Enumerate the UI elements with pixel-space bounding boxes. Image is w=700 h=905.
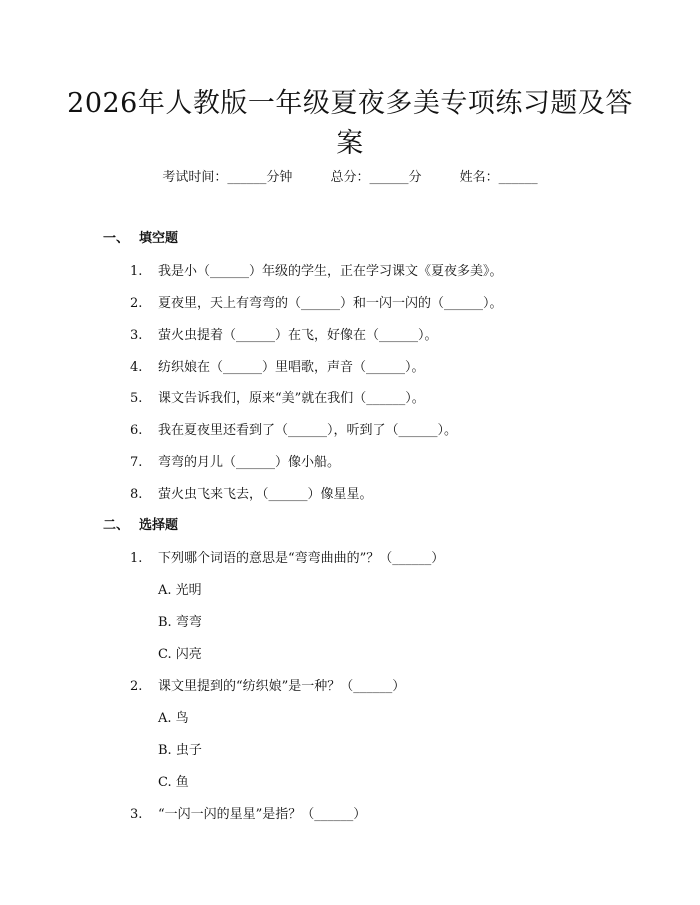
document-title: 2026年人教版一年级夏夜多美专项练习题及答案: [67, 88, 633, 159]
exam-time-field: 考试时间：______分钟: [162, 170, 293, 185]
exam-info-line: [0, 168, 700, 188]
question-text: 我在夏夜里还看到了（______），听到了（______）。: [158, 423, 458, 438]
answer-option: B. 弯弯: [158, 615, 202, 630]
question-number: 2.: [130, 296, 143, 311]
question-item: [130, 805, 366, 825]
question-number: 3.: [130, 807, 143, 822]
question-item: [130, 262, 503, 282]
question-number: 8.: [130, 487, 143, 502]
section-title: 选择题: [139, 518, 179, 533]
section-heading-fill-in: [103, 229, 178, 249]
question-item: [130, 421, 457, 441]
question-text: 弯弯的月儿（______）像小船。: [158, 455, 341, 470]
question-item: [130, 485, 373, 505]
section-number: 一、: [103, 231, 130, 246]
question-item: [130, 677, 405, 697]
section-title: 填空题: [139, 231, 179, 246]
question-number: 3.: [130, 328, 143, 343]
question-number: 6.: [130, 423, 143, 438]
question-item: [130, 326, 438, 346]
question-item: [130, 549, 444, 569]
student-name-field: 姓名：______: [459, 170, 538, 185]
question-number: 4.: [130, 360, 143, 375]
question-text: 夏夜里，天上有弯弯的（______）和一闪一闪的（______）。: [158, 296, 503, 311]
question-text: “一闪一闪的星星”是指？（______）: [158, 807, 367, 822]
question-item: [130, 358, 425, 378]
answer-option: C. 闪亮: [158, 647, 202, 662]
question-number: 1.: [130, 551, 143, 566]
question-number: 7.: [130, 455, 143, 470]
section-heading-multiple-choice: [103, 516, 178, 536]
question-text: 课文里提到的“纺织娘”是一种？（______）: [158, 679, 406, 694]
question-text: 我是小（______）年级的学生，正在学习课文《夏夜多美》。: [158, 264, 503, 279]
question-text: 萤火虫飞来飞去，（______）像星星。: [158, 487, 373, 502]
answer-option: C. 鱼: [158, 775, 189, 790]
answer-option: A. 光明: [158, 583, 202, 598]
section-number: 二、: [103, 518, 130, 533]
total-score-field: 总分：______分: [330, 170, 422, 185]
question-text: 课文告诉我们，原来“美”就在我们（______）。: [158, 391, 425, 406]
question-text: 萤火虫提着（______）在飞，好像在（______）。: [158, 328, 438, 343]
question-number: 5.: [130, 391, 143, 406]
question-number: 2.: [130, 679, 143, 694]
question-number: 1.: [130, 264, 143, 279]
question-item: [130, 389, 425, 409]
question-item: [130, 453, 340, 473]
question-text: 纺织娘在（______）里唱歌，声音（______）。: [158, 360, 425, 375]
question-text: 下列哪个词语的意思是“弯弯曲曲的”？（______）: [158, 551, 445, 566]
question-item: [130, 294, 503, 314]
answer-option: B. 虫子: [158, 743, 202, 758]
answer-option: A. 鸟: [158, 711, 189, 726]
